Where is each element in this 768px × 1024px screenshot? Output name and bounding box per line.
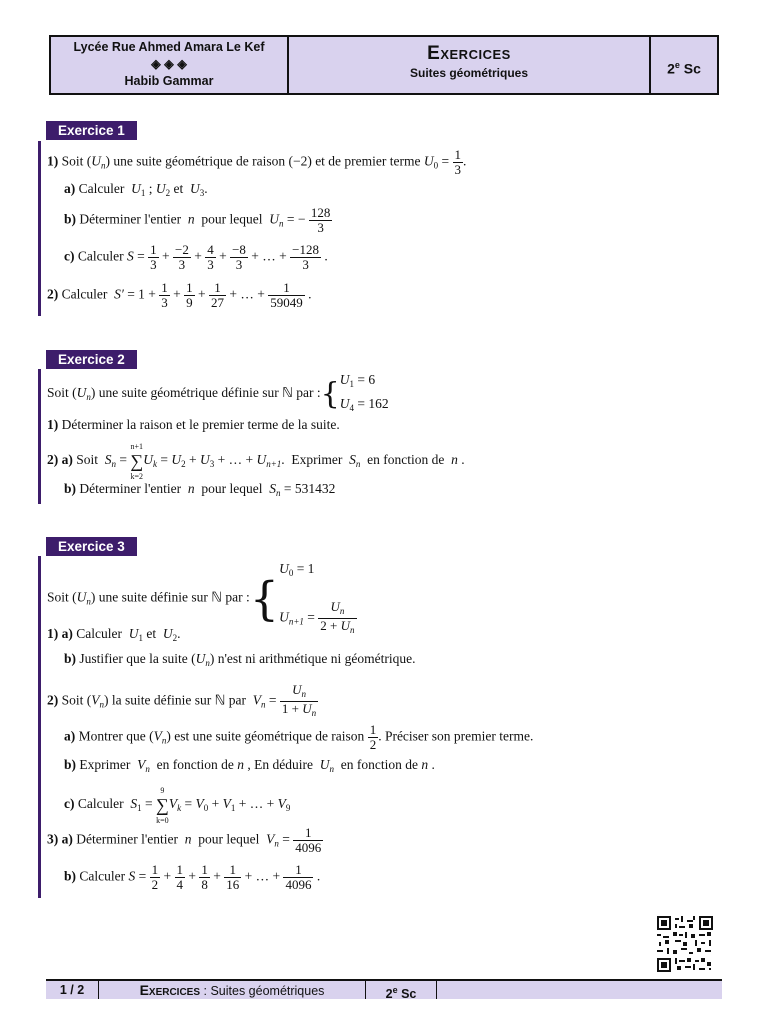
exercise-1-label: Exercice 1 <box>46 121 137 140</box>
exercise-3-label: Exercice 3 <box>46 537 137 556</box>
header-school-cell <box>51 37 289 93</box>
ex2-q2b: b) Déterminer l'entier n pour lequel $S_n = 531432$ <box>64 481 336 498</box>
ex1-line-c: c) Calculer S = $\frac{1}{3}$ + $\frac{-2}{3}$ + $\frac{4}{3}$ + $\frac{-8}{3}$ + … + $\frac{-128}{3}$ . <box>64 242 328 272</box>
header-title-cell <box>289 37 651 93</box>
page-title: Exercices <box>427 43 511 64</box>
exercise-1-bar <box>38 141 41 316</box>
exercise-2-label: Exercice 2 <box>46 350 137 369</box>
ex1-line-1: 1) Soit $(U_n)$ une suite géométrique de raison (−2) et de premier terme $U_0$ = $\frac{1}{3}$ . <box>47 147 467 177</box>
footer-title: Exercices : Suites géométriques <box>99 981 366 999</box>
exercise-2-bar <box>38 369 41 504</box>
ex3-intro: Soit $(U_n)$ une suite définie sur ℕ par $:\{U_0 = 1$ $U_{n+1}$ = $\frac{U_n}{2 + U_n}$ <box>47 561 355 635</box>
qr-code-icon <box>657 916 713 972</box>
page-number: 1 / 2 <box>46 981 99 999</box>
ex2-q1: 1) Déterminer la raison et le premier terme de la suite. <box>47 417 340 432</box>
ex3-q2: 2) Soit $(V_n)$ la suite définie sur ℕ par $V_n$ = $\frac{U_n}{1 + U_n}$ <box>47 682 317 718</box>
ex3-q1a: 1) a) Calculer $U_1$ et $U_2$. <box>47 626 181 643</box>
ex2-q2a: 2) a) Soit $S_n = n+1$ ∑ $k=2U_k = U_2 + U_3$ + … + $U_{n+1}$. Exprimer $S_n$ en fonction de n . <box>47 442 465 481</box>
ex1-line-a: a) Calculer $U_1$ ; $U_2$ et $U_3$. <box>64 181 208 198</box>
ex3-q3b: b) Calculer S = $\frac{1}{2}$ + $\frac{1}{4}$ + $\frac{1}{8}$ + $\frac{1}{16}$ + … + $\frac{1}{4096}$ . <box>64 862 321 892</box>
ex3-q3a: 3) a) Déterminer l'entier n pour lequel $V_n$ = $\frac{1}{4096}$ <box>47 825 322 855</box>
ex3-q1b: b) Justifier que la suite $(U_n)$ n'est ni arithmétique ni géométrique. <box>64 651 416 668</box>
ex3-q2c: c) Calculer $S_1 = 9$ ∑ $k=0V_k = V_0 + V_1$ + … + $V_9$ <box>64 786 291 825</box>
ex1-line-2: 2) Calculer S′ = 1 + $\frac{1}{3}$ + $\frac{1}{9}$ + $\frac{1}{27}$ + … + $\frac{1}{59049}$ . <box>47 280 312 310</box>
page-subtitle: Suites géométriques <box>409 66 529 80</box>
ex2-intro: Soit $(U_n)$ une suite géométrique définie sur ℕ par $:\{U_1 = 6$ $U_4 = 162$ <box>47 372 389 413</box>
exercise-3-bar <box>38 556 41 898</box>
school-name: Lycée Rue Ahmed Amara Le Kef <box>73 40 265 54</box>
ex3-q2b: b) Exprimer $V_n$ en fonction de n , En déduire $U_n$ en fonction de n . <box>64 757 435 774</box>
teacher-name: Habib Gammar <box>124 74 214 88</box>
header <box>49 35 719 95</box>
footer-level: 2e Sc <box>366 981 437 999</box>
level: 2e Sc <box>667 60 701 77</box>
ornament: ◈ ◈ ◈ <box>151 57 187 71</box>
ex3-q2a: a) Montrer que $(V_n)$ est une suite géométrique de raison $\frac{1}{2}$ . Préciser son premier terme. <box>64 722 534 752</box>
footer <box>46 979 722 1002</box>
ex1-line-b: b) Déterminer l'entier n pour lequel $U_n$ = − $\frac{128}{3}$ <box>64 205 331 235</box>
